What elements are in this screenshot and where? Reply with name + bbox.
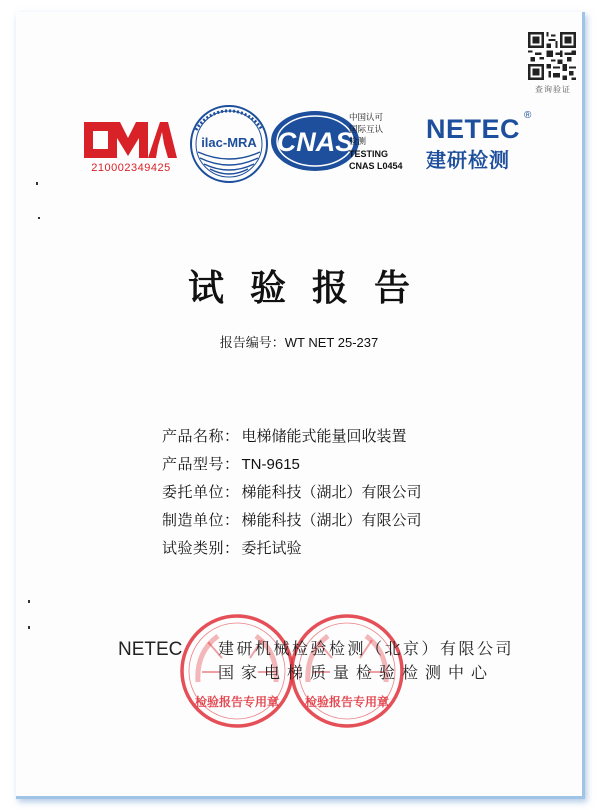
field-value: 梯能科技（湖北）有限公司: [241, 483, 422, 501]
report-fields: [162, 425, 422, 565]
netec-logo-chinese: 建研检测: [426, 148, 510, 172]
cnas-line: CNAS L0454: [349, 161, 403, 171]
cnas-line: TESTING: [349, 149, 389, 159]
field-value: 电梯储能式能量回收装置: [241, 427, 407, 445]
field-label: 产品名称：: [162, 427, 240, 445]
field-label: 制造单位：: [162, 511, 240, 529]
cnas-accreditation-info: [349, 112, 433, 172]
report-number-label: 报告编号：: [219, 336, 285, 351]
qr-caption: 查询验证: [535, 85, 571, 94]
cnas-line: 中国认可: [349, 113, 384, 123]
field-value: 委托试验: [241, 539, 302, 557]
cnas-line: 检测: [349, 137, 367, 147]
svg-text:CNAS: CNAS: [276, 127, 354, 157]
seal-text: 检验报告专用章: [194, 695, 280, 709]
cnas-line: 国际互认: [349, 125, 384, 135]
cnas-logo-icon: [268, 108, 362, 174]
footer-organization-name: 建研机械检验检测（北京）有限公司: [218, 639, 515, 658]
scan-speck: [36, 182, 38, 185]
svg-text:ilac-MRA: ilac-MRA: [201, 135, 257, 150]
document-page: [16, 12, 585, 799]
netec-logo-word: NETEC: [426, 114, 521, 144]
footer-netec: NETEC: [118, 639, 183, 660]
cma-number: 210002349425: [91, 162, 171, 174]
report-number: [16, 332, 582, 351]
field-label: 委托单位：: [162, 483, 240, 501]
ilac-mra-logo-icon: [184, 100, 274, 188]
field-label: 试验类别：: [162, 539, 240, 557]
field-row-test-type: [162, 537, 422, 565]
field-row-client: [162, 481, 422, 509]
field-value: TN-9615: [241, 456, 300, 473]
netec-registered-mark: ®: [524, 110, 532, 121]
field-row-product-name: [162, 425, 422, 453]
report-number-value: WT NET 25-237: [284, 335, 379, 350]
report-title: 试验报告: [187, 267, 436, 309]
footer-organization-center: 国家电梯质量检验检测中心: [218, 663, 495, 682]
field-label: 产品型号：: [162, 455, 240, 473]
seal-text: 检验报告专用章: [304, 695, 390, 709]
scan-speck: [38, 217, 40, 219]
field-row-product-model: [162, 453, 422, 481]
field-value: 梯能科技（湖北）有限公司: [241, 511, 422, 529]
field-row-manufacturer: [162, 509, 422, 537]
qr-code-icon[interactable]: [528, 32, 576, 80]
scan-speck: [28, 600, 30, 603]
scan-speck: [28, 626, 30, 629]
